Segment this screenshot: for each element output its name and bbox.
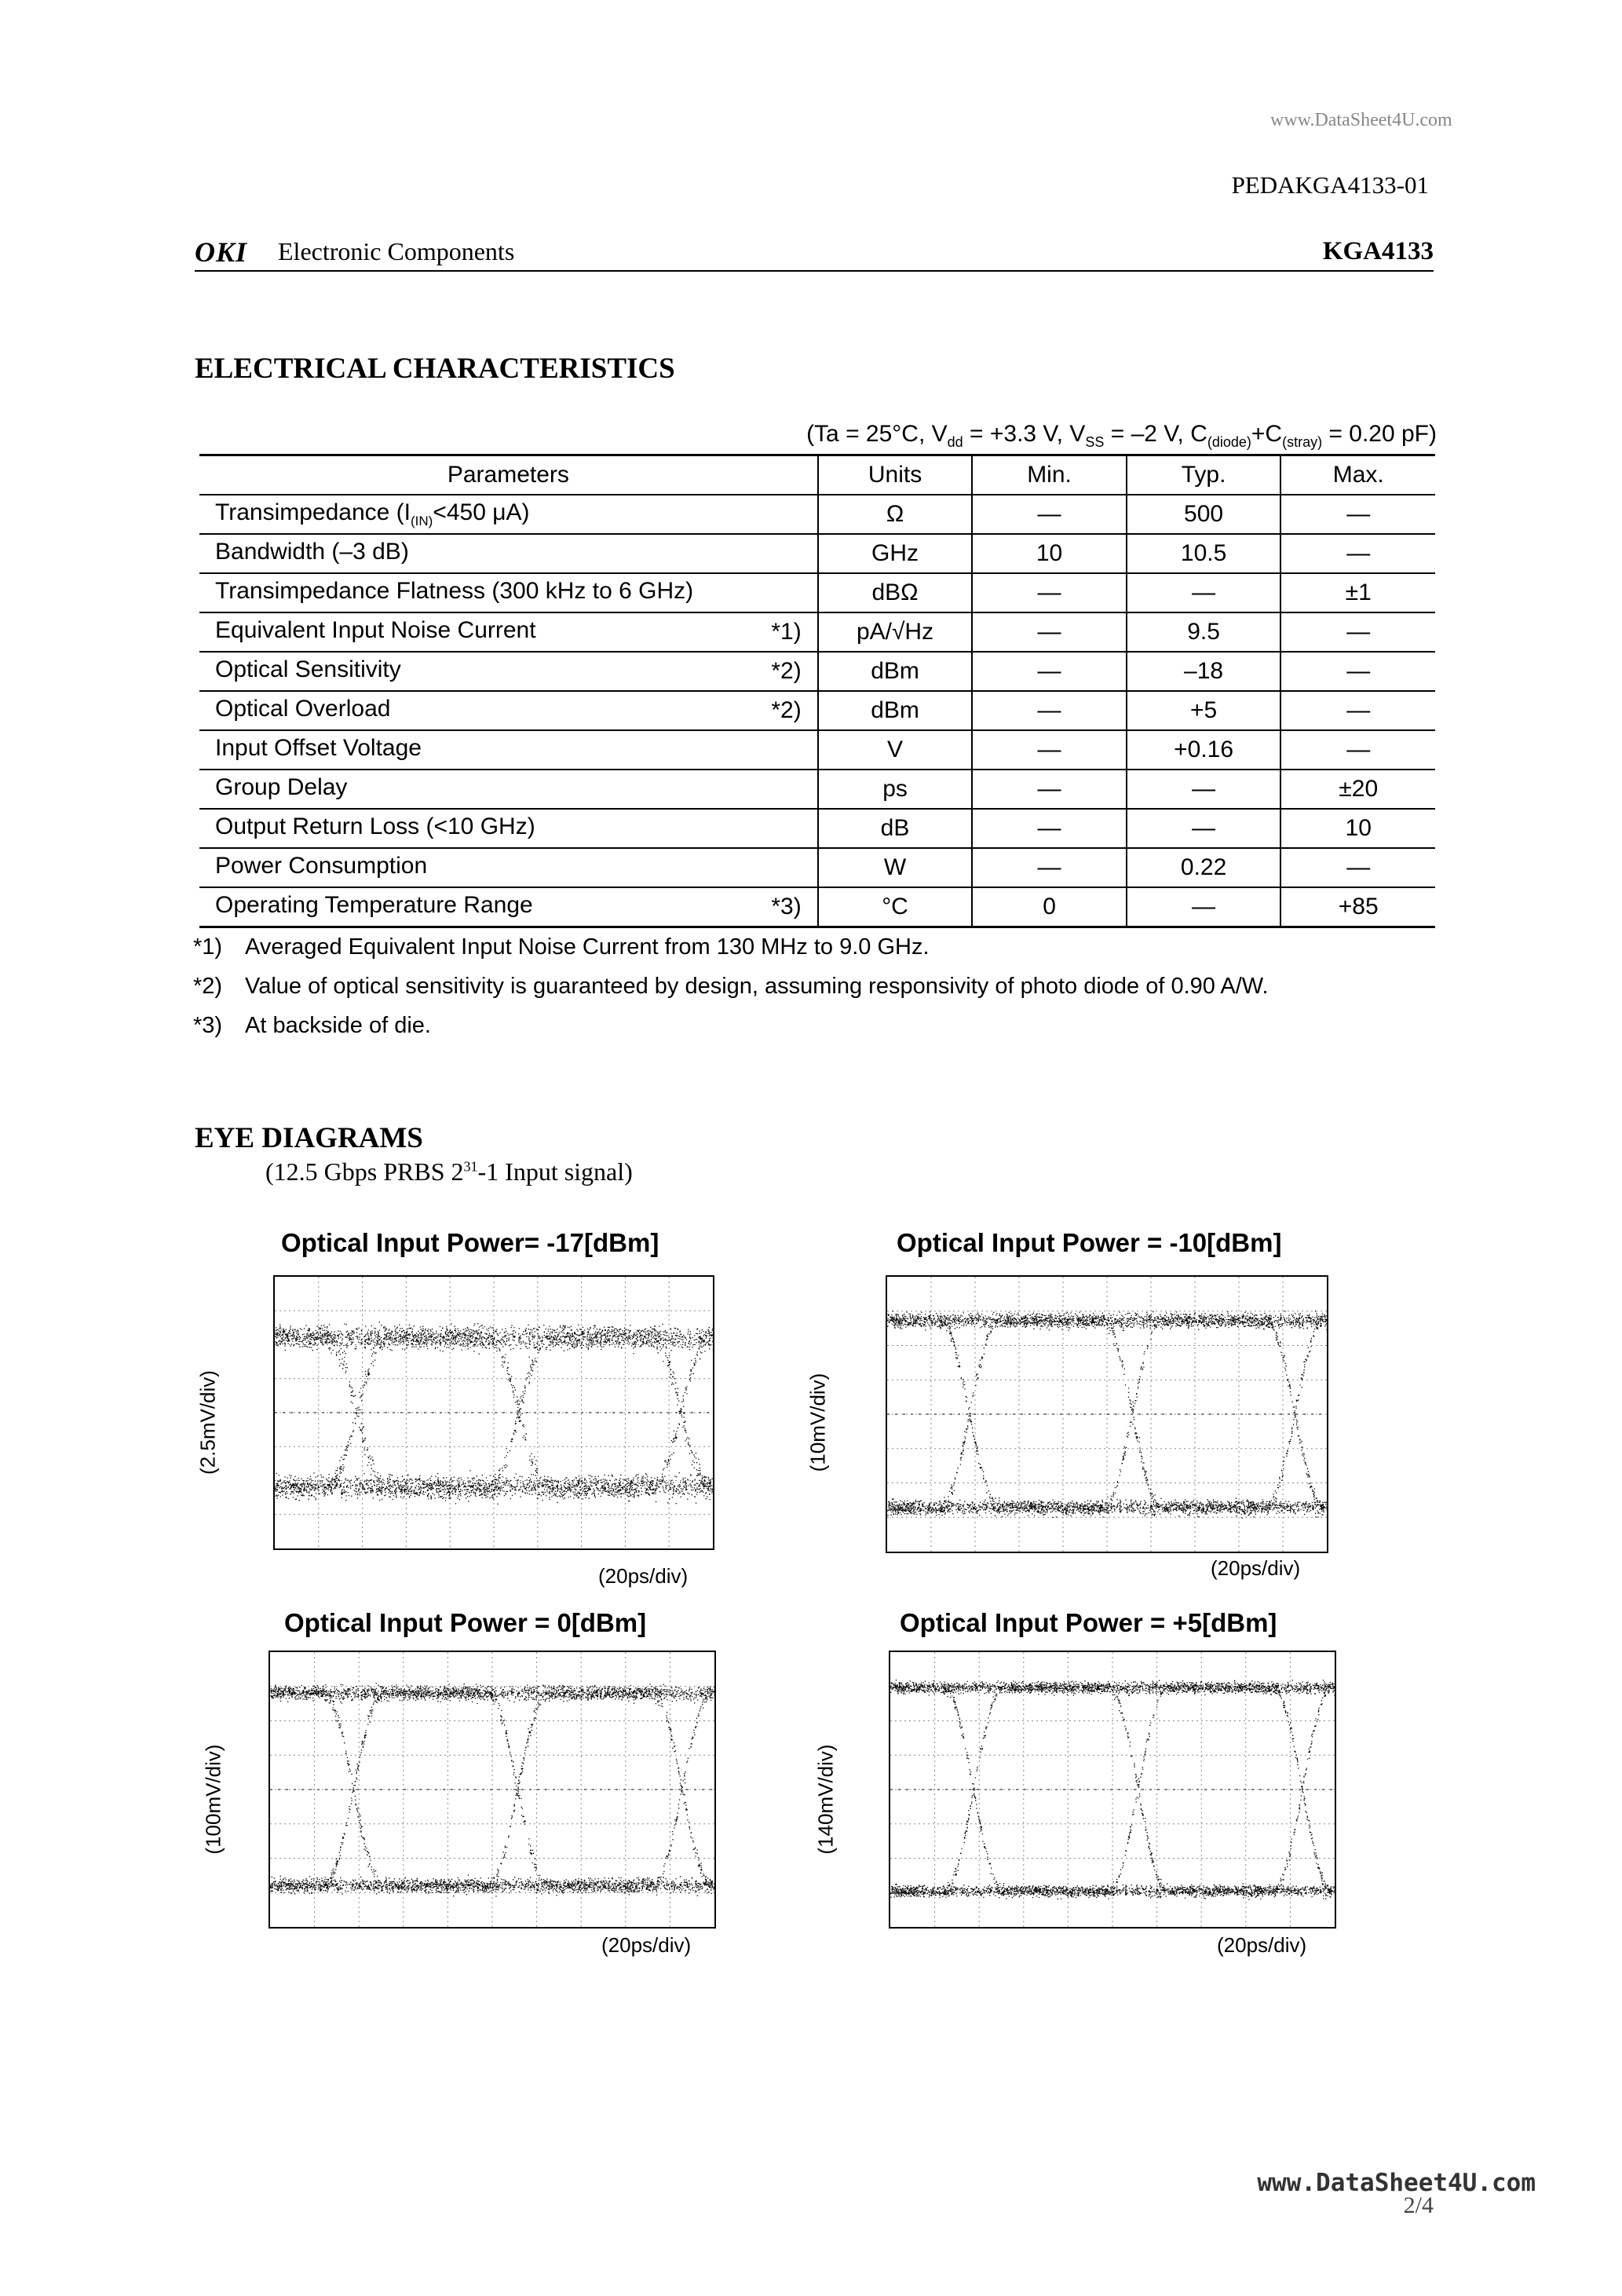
eye-diagram-plot bbox=[889, 1651, 1336, 1929]
max-cell: — bbox=[1280, 652, 1435, 691]
typ-cell: — bbox=[1127, 809, 1281, 848]
eye-y-scale-label: (2.5mV/div) bbox=[195, 1370, 220, 1475]
min-cell: — bbox=[972, 809, 1126, 848]
electrical-characteristics-title: ELECTRICAL CHARACTERISTICS bbox=[195, 353, 675, 385]
note-cell: *2) bbox=[754, 652, 818, 691]
units-cell: W bbox=[818, 848, 973, 887]
page-number: 2/4 bbox=[1403, 2192, 1434, 2218]
table-row bbox=[199, 809, 1435, 848]
table-row bbox=[199, 887, 1435, 927]
parameter-cell: Group Delay bbox=[199, 770, 754, 809]
eye-diagram-plot bbox=[269, 1651, 716, 1929]
table-row bbox=[199, 848, 1435, 887]
eye-y-scale-label: (10mV/div) bbox=[806, 1373, 830, 1472]
table-row bbox=[199, 652, 1435, 691]
max-cell: ±20 bbox=[1280, 770, 1435, 809]
min-cell: — bbox=[972, 691, 1126, 730]
units-cell: ps bbox=[818, 770, 973, 809]
min-cell: 0 bbox=[972, 887, 1126, 927]
typ-cell: 500 bbox=[1127, 495, 1281, 534]
table-row bbox=[199, 612, 1435, 652]
eye-diagram-title: Optical Input Power = -10[dBm] bbox=[897, 1228, 1282, 1257]
parameter-cell: Equivalent Input Noise Current bbox=[199, 612, 754, 652]
note-cell: *2) bbox=[754, 691, 818, 730]
eye-diagram-title: Optical Input Power = +5[dBm] bbox=[900, 1608, 1277, 1637]
units-cell: pA/√Hz bbox=[818, 612, 973, 652]
column-header-typ: Typ. bbox=[1127, 455, 1281, 495]
units-cell: GHz bbox=[818, 534, 973, 573]
max-cell: 10 bbox=[1280, 809, 1435, 848]
min-cell: 10 bbox=[972, 534, 1126, 573]
column-header-max: Max. bbox=[1280, 455, 1435, 495]
table-row bbox=[199, 691, 1435, 730]
parameter-cell: Optical Sensitivity bbox=[199, 652, 754, 691]
units-cell: dBm bbox=[818, 652, 973, 691]
units-cell: °C bbox=[818, 887, 973, 927]
document-id: PEDAKGA4133-01 bbox=[1231, 171, 1429, 199]
parameter-cell: Bandwidth (–3 dB) bbox=[199, 534, 754, 573]
eye-diagrams-title: EYE DIAGRAMS bbox=[195, 1122, 423, 1154]
eye-diagram-title: Optical Input Power= -17[dBm] bbox=[281, 1228, 659, 1257]
column-header-min: Min. bbox=[972, 455, 1126, 495]
eye-x-scale-label: (20ps/div) bbox=[601, 1933, 692, 1957]
min-cell: — bbox=[972, 848, 1126, 887]
part-number: KGA4133 bbox=[1322, 237, 1434, 265]
footnotes bbox=[193, 934, 1269, 1052]
min-cell: — bbox=[972, 730, 1126, 770]
page-header bbox=[195, 236, 1434, 272]
units-cell: dBΩ bbox=[818, 573, 973, 612]
min-cell: — bbox=[972, 770, 1126, 809]
max-cell: — bbox=[1280, 691, 1435, 730]
typ-cell: 10.5 bbox=[1127, 534, 1281, 573]
footnote: *1) Averaged Equivalent Input Noise Current from 130 MHz to 9.0 GHz. bbox=[193, 934, 930, 960]
eye-x-scale-label: (20ps/div) bbox=[598, 1564, 689, 1588]
eye-y-scale-label: (140mV/div) bbox=[813, 1744, 838, 1855]
units-cell: V bbox=[818, 730, 973, 770]
table-header-row bbox=[199, 455, 1435, 495]
eye-x-scale-label: (20ps/div) bbox=[1211, 1556, 1301, 1580]
max-cell: — bbox=[1280, 534, 1435, 573]
typ-cell: +0.16 bbox=[1127, 730, 1281, 770]
footnote: *3) At backside of die. bbox=[193, 1013, 431, 1038]
watermark-top[interactable]: www.DataSheet4U.com bbox=[1270, 110, 1452, 130]
test-conditions: (Ta = 25°C, $V_{dd} = +3.3$ V, $V_{SS} = -2$ V, $C_{(diode)}+C_{(stray)} = 0.20$ pF) bbox=[806, 421, 1437, 450]
oki-logo: OKI bbox=[195, 236, 248, 268]
column-header-units: Units bbox=[818, 455, 973, 495]
note-cell bbox=[754, 809, 818, 848]
parameter-cell: Output Return Loss (<10 GHz) bbox=[199, 809, 754, 848]
eye-diagram-title: Optical Input Power = 0[dBm] bbox=[284, 1608, 647, 1637]
note-cell bbox=[754, 770, 818, 809]
electrical-characteristics-table bbox=[199, 454, 1435, 928]
typ-cell: 9.5 bbox=[1127, 612, 1281, 652]
eye-y-scale-label: (100mV/div) bbox=[201, 1744, 225, 1855]
eye-x-scale-label: (20ps/div) bbox=[1217, 1933, 1307, 1957]
typ-cell: –18 bbox=[1127, 652, 1281, 691]
max-cell: — bbox=[1280, 730, 1435, 770]
note-cell bbox=[754, 730, 818, 770]
typ-cell: 0.22 bbox=[1127, 848, 1281, 887]
parameter-cell: Optical Overload bbox=[199, 691, 754, 730]
max-cell: — bbox=[1280, 848, 1435, 887]
note-cell: *3) bbox=[754, 887, 818, 927]
parameter-cell: Transimpedance ($I_{(IN)}<450$ μA) bbox=[199, 495, 754, 534]
min-cell: — bbox=[972, 612, 1126, 652]
footnote: *2) Value of optical sensitivity is guaranteed by design, assuming responsivity of photo diode of 0.90 A/W. bbox=[193, 974, 1269, 999]
max-cell: — bbox=[1280, 495, 1435, 534]
eye-diagram-plot bbox=[273, 1275, 714, 1550]
note-cell bbox=[754, 573, 818, 612]
parameter-cell: Operating Temperature Range bbox=[199, 887, 754, 927]
typ-cell: — bbox=[1127, 770, 1281, 809]
parameter-cell: Input Offset Voltage bbox=[199, 730, 754, 770]
parameter-cell: Transimpedance Flatness (300 kHz to 6 GHz) bbox=[199, 573, 754, 612]
table-row bbox=[199, 495, 1435, 534]
table-row bbox=[199, 770, 1435, 809]
typ-cell: +5 bbox=[1127, 691, 1281, 730]
min-cell: — bbox=[972, 573, 1126, 612]
eye-diagram-plot bbox=[886, 1275, 1328, 1553]
note-cell bbox=[754, 495, 818, 534]
max-cell: +85 bbox=[1280, 887, 1435, 927]
eye-diagrams-subtitle: (12.5 Gbps PRBS $2^{31}-1$ Input signal) bbox=[265, 1157, 633, 1186]
table-row bbox=[199, 573, 1435, 612]
min-cell: — bbox=[972, 652, 1126, 691]
typ-cell: — bbox=[1127, 887, 1281, 927]
eye-trace-samples bbox=[275, 1322, 713, 1504]
note-cell bbox=[754, 848, 818, 887]
typ-cell: — bbox=[1127, 573, 1281, 612]
table-row bbox=[199, 730, 1435, 770]
column-header-parameters: Parameters bbox=[199, 455, 818, 495]
max-cell: ±1 bbox=[1280, 573, 1435, 612]
units-cell: dB bbox=[818, 809, 973, 848]
note-cell bbox=[754, 534, 818, 573]
header-subtitle: Electronic Components bbox=[278, 237, 515, 265]
watermark-bottom[interactable]: www.DataSheet4U.com bbox=[1257, 2169, 1536, 2197]
parameter-cell: Power Consumption bbox=[199, 848, 754, 887]
table-row bbox=[199, 534, 1435, 573]
min-cell: — bbox=[972, 495, 1126, 534]
note-cell: *1) bbox=[754, 612, 818, 652]
units-cell: Ω bbox=[818, 495, 973, 534]
max-cell: — bbox=[1280, 612, 1435, 652]
units-cell: dBm bbox=[818, 691, 973, 730]
